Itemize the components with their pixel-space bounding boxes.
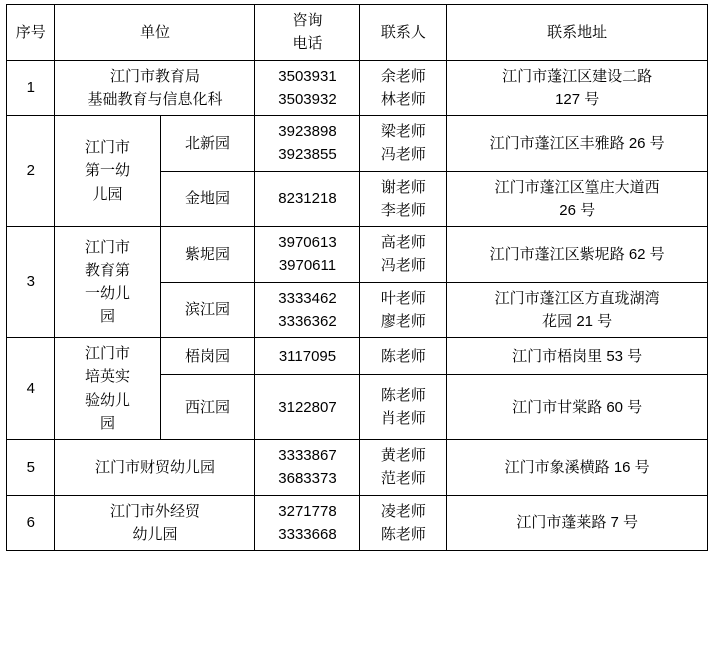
row-unit-line2: 培英实 (84, 368, 130, 386)
contact-person: 黄老师 (380, 447, 426, 464)
row-unit-line4: 园 (99, 308, 115, 326)
row-subunit: 滨江园 (160, 282, 255, 338)
row-address (447, 171, 708, 227)
row-unit-line1: 江门市 (84, 238, 130, 256)
row-contact: 陈老师 (360, 338, 447, 375)
contact-person: 叶老师 (380, 289, 426, 307)
row-subunit: 北新园 (160, 116, 255, 172)
contact-person: 李老师 (380, 201, 426, 219)
address-line1: 江门市蓬江区篁庄大道西 (494, 178, 660, 196)
phone-number: 3970613 (278, 234, 337, 251)
row-address (447, 282, 708, 338)
address-line2: 26 号 (559, 201, 596, 219)
row-phone (255, 440, 360, 496)
contact-person: 林老师 (380, 90, 426, 108)
row-phone (255, 495, 360, 551)
row-no: 3 (7, 227, 55, 338)
row-subunit: 梧岗园 (160, 338, 255, 375)
address-line2: 127 号 (555, 90, 600, 108)
row-unit (55, 60, 255, 116)
row-unit-line3: 验幼儿 (84, 391, 130, 409)
phone-number: 3333462 (278, 289, 337, 307)
contact-person: 凌老师 (380, 502, 426, 520)
table-row (7, 338, 708, 375)
header-phone (255, 5, 360, 61)
row-phone: 3122807 (255, 375, 360, 440)
phone-number: 3271778 (278, 502, 337, 520)
row-contact (360, 495, 447, 551)
row-unit (55, 338, 160, 440)
row-address: 江门市蓬江区丰雅路 26 号 (447, 116, 708, 172)
row-unit-line1: 江门市 (84, 139, 130, 157)
row-unit-line2: 基础教育与信息化科 (87, 90, 223, 108)
contact-person: 陈老师 (380, 386, 426, 404)
row-phone: 3117095 (255, 338, 360, 375)
table-header-row (7, 5, 708, 61)
row-subunit: 西江园 (160, 375, 255, 440)
row-phone (255, 116, 360, 172)
address-line1: 江门市蓬江区方直珑湖湾 (494, 289, 660, 307)
header-address: 联系地址 (447, 5, 708, 61)
contact-person: 谢老师 (380, 178, 426, 196)
row-phone (255, 282, 360, 338)
header-unit: 单位 (55, 5, 255, 61)
phone-number: 3970611 (278, 257, 337, 275)
row-address: 江门市梧岗里 53 号 (447, 338, 708, 375)
contact-person: 余老师 (380, 67, 426, 85)
contact-person: 廖老师 (380, 312, 426, 330)
row-unit (55, 116, 160, 227)
row-unit-line2: 幼儿园 (132, 525, 178, 543)
row-subunit: 金地园 (160, 171, 255, 227)
row-unit-line3: 儿园 (92, 185, 123, 203)
phone-number: 3923855 (278, 146, 337, 164)
header-contact: 联系人 (360, 5, 447, 61)
address-line1: 江门市蓬江区建设二路 (502, 67, 653, 85)
row-unit-line1: 江门市 (84, 345, 130, 362)
phone-number: 3503931 (278, 67, 337, 85)
row-unit-line3: 一幼儿 (84, 285, 130, 302)
header-no: 序号 (7, 5, 55, 61)
row-no: 2 (7, 116, 55, 227)
contact-table (6, 4, 708, 551)
contact-person: 高老师 (380, 234, 426, 251)
row-contact (360, 60, 447, 116)
row-phone (255, 60, 360, 116)
row-contact (360, 440, 447, 496)
table-row (7, 60, 708, 116)
row-unit-line1: 江门市外经贸 (109, 502, 200, 520)
row-unit (55, 227, 160, 338)
table-row (7, 227, 708, 283)
row-contact (360, 171, 447, 227)
header-phone-line2: 电话 (292, 35, 323, 53)
table-row (7, 440, 708, 496)
row-contact (360, 282, 447, 338)
row-no: 5 (7, 440, 55, 496)
header-phone-line1: 咨询 (292, 12, 323, 29)
address-line2: 花园 21 号 (542, 312, 613, 330)
table-row (7, 116, 708, 172)
contact-person: 冯老师 (380, 146, 426, 164)
row-no: 1 (7, 60, 55, 116)
row-no: 6 (7, 495, 55, 551)
phone-number: 3923898 (278, 123, 337, 140)
table-row (7, 495, 708, 551)
row-address: 江门市蓬莱路 7 号 (447, 495, 708, 551)
row-phone: 8231218 (255, 171, 360, 227)
row-contact (360, 227, 447, 283)
row-unit-line2: 第一幼 (84, 162, 130, 180)
row-no: 4 (7, 338, 55, 440)
contact-person: 陈老师 (380, 525, 426, 543)
phone-number: 3333867 (278, 447, 337, 464)
contact-person: 梁老师 (380, 123, 426, 140)
row-address: 江门市甘棠路 60 号 (447, 375, 708, 440)
phone-number: 3333668 (278, 525, 337, 543)
row-unit-line1: 江门市教育局 (109, 67, 200, 85)
row-subunit: 紫坭园 (160, 227, 255, 283)
row-contact (360, 375, 447, 440)
row-phone (255, 227, 360, 283)
row-address: 江门市蓬江区紫坭路 62 号 (447, 227, 708, 283)
contact-person: 范老师 (380, 470, 426, 488)
row-unit-line2: 教育第 (84, 261, 130, 279)
contact-person: 冯老师 (380, 257, 426, 275)
row-address (447, 60, 708, 116)
row-unit (55, 495, 255, 551)
phone-number: 3336362 (278, 312, 337, 330)
row-address: 江门市象溪横路 16 号 (447, 440, 708, 496)
phone-number: 3683373 (278, 470, 337, 488)
row-unit: 江门市财贸幼儿园 (55, 440, 255, 496)
phone-number: 3503932 (278, 90, 337, 108)
row-unit-line4: 园 (99, 414, 115, 432)
contact-person: 肖老师 (380, 410, 426, 428)
row-contact (360, 116, 447, 172)
